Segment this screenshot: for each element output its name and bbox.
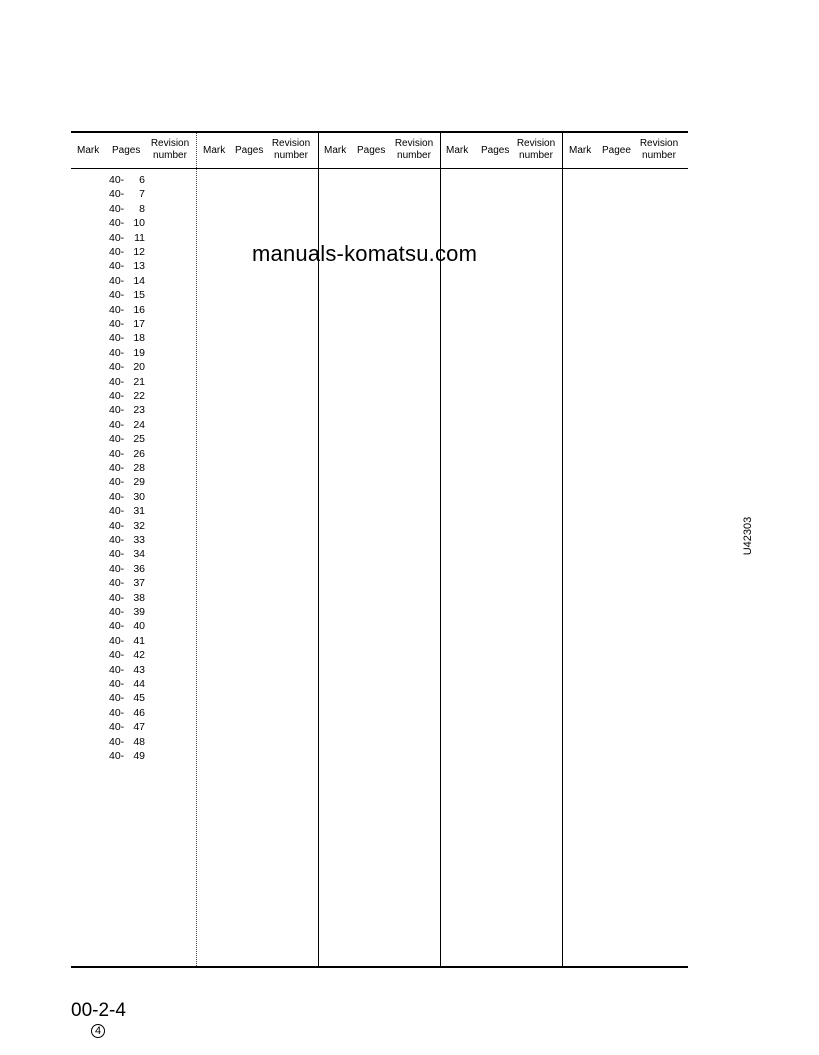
table-row bbox=[109, 547, 149, 561]
table-row bbox=[109, 346, 149, 360]
page-number: 19 bbox=[133, 346, 145, 359]
header-group-1 bbox=[71, 134, 196, 168]
table-row bbox=[109, 475, 149, 489]
table-row bbox=[109, 216, 149, 230]
header-group-5 bbox=[563, 134, 688, 168]
header-revision: Revision number bbox=[516, 138, 556, 161]
watermark: manuals-komatsu.com bbox=[252, 241, 478, 266]
header-mark: Mark bbox=[569, 145, 592, 156]
page-prefix: 40- bbox=[109, 375, 125, 388]
page-prefix: 40- bbox=[109, 634, 125, 647]
page-number: 15 bbox=[133, 289, 145, 302]
page-prefix: 40- bbox=[109, 202, 125, 215]
header-pages: Pages bbox=[112, 145, 141, 156]
page-prefix: 40- bbox=[109, 217, 125, 230]
table-row bbox=[109, 375, 149, 389]
page-number: 16 bbox=[133, 303, 145, 316]
table-row bbox=[109, 173, 149, 187]
page-number: 7 bbox=[139, 188, 145, 201]
page-prefix: 40- bbox=[109, 274, 125, 287]
page-prefix: 40- bbox=[109, 476, 125, 489]
page-prefix: 40- bbox=[109, 289, 125, 302]
footer-page-number: 00-2-4 bbox=[71, 1000, 126, 1021]
page-prefix: 40- bbox=[109, 462, 125, 474]
column-divider-1 bbox=[196, 133, 197, 966]
table-row bbox=[109, 202, 149, 216]
header-group-2 bbox=[197, 134, 318, 168]
page-number: 32 bbox=[133, 519, 145, 532]
header-pages: Pagee bbox=[602, 145, 631, 156]
page-prefix: 40- bbox=[109, 706, 125, 719]
page-prefix: 40- bbox=[109, 346, 125, 359]
table-row bbox=[109, 317, 149, 331]
page-prefix: 40- bbox=[109, 735, 125, 748]
table-row bbox=[109, 245, 149, 259]
table-top-rule bbox=[71, 131, 688, 133]
page-prefix: 40- bbox=[109, 447, 125, 460]
page-number: 45 bbox=[133, 692, 145, 705]
table-row bbox=[109, 634, 149, 648]
page-prefix: 40- bbox=[109, 591, 125, 604]
table-row bbox=[109, 677, 149, 691]
page-number: 41 bbox=[133, 634, 145, 647]
header-group-4 bbox=[441, 134, 562, 168]
page-prefix: 40- bbox=[109, 332, 125, 345]
header-revision: Revision number bbox=[639, 138, 679, 161]
table-row bbox=[109, 331, 149, 345]
header-revision: Revision number bbox=[394, 138, 434, 161]
table-row bbox=[109, 187, 149, 201]
page-prefix: 40- bbox=[109, 692, 125, 705]
page-prefix: 40- bbox=[109, 562, 125, 575]
page-number: 20 bbox=[133, 361, 145, 374]
page-number: 40 bbox=[133, 620, 145, 633]
page-prefix: 40- bbox=[109, 606, 125, 618]
page-prefix: 40- bbox=[109, 678, 125, 690]
page-number: 17 bbox=[133, 318, 145, 330]
page-number: 11 bbox=[134, 231, 145, 244]
page-prefix: 40- bbox=[109, 433, 125, 446]
page-prefix: 40- bbox=[109, 649, 125, 662]
page-prefix: 40- bbox=[109, 663, 125, 676]
table-row bbox=[109, 735, 149, 749]
page-number: 25 bbox=[133, 433, 145, 446]
page-prefix: 40- bbox=[109, 490, 125, 503]
page-number: 21 bbox=[133, 375, 145, 388]
page-number: 14 bbox=[133, 274, 145, 287]
table-row bbox=[109, 519, 149, 533]
page-number: 38 bbox=[133, 591, 145, 604]
page-prefix: 40- bbox=[109, 231, 125, 244]
header-mark: Mark bbox=[77, 145, 100, 156]
page-number: 29 bbox=[133, 476, 145, 489]
page-prefix: 40- bbox=[109, 548, 125, 561]
page-prefix: 40- bbox=[109, 390, 125, 402]
table-row bbox=[109, 259, 149, 273]
table-row bbox=[109, 288, 149, 302]
table-row bbox=[109, 720, 149, 734]
page-prefix: 40- bbox=[109, 188, 125, 201]
table-row bbox=[109, 619, 149, 633]
header-bottom-rule bbox=[71, 168, 688, 169]
page-prefix: 40- bbox=[109, 361, 125, 374]
page-number: 8 bbox=[139, 202, 145, 215]
page-number: 22 bbox=[133, 390, 145, 402]
table-row bbox=[109, 403, 149, 417]
page-prefix: 40- bbox=[109, 721, 125, 734]
page-number: 42 bbox=[133, 649, 145, 662]
page-number: 18 bbox=[133, 332, 145, 345]
table-row bbox=[109, 591, 149, 605]
header-pages: Pages bbox=[481, 145, 510, 156]
footer-revision-mark: 4 bbox=[91, 1024, 105, 1038]
page-prefix: 40- bbox=[109, 260, 125, 273]
page-prefix: 40- bbox=[109, 246, 125, 258]
page-number: 39 bbox=[133, 606, 145, 618]
page-number: 44 bbox=[133, 678, 145, 690]
page-number: 47 bbox=[133, 721, 145, 734]
table-row bbox=[109, 605, 149, 619]
table-row bbox=[109, 274, 149, 288]
page-number: 34 bbox=[133, 548, 145, 561]
page-number: 13 bbox=[133, 260, 145, 273]
table-row bbox=[109, 432, 149, 446]
table-row bbox=[109, 447, 149, 461]
table-row bbox=[109, 533, 149, 547]
table-row bbox=[109, 389, 149, 403]
page-number: 46 bbox=[133, 706, 145, 719]
column-divider-4 bbox=[562, 133, 563, 966]
page-prefix: 40- bbox=[109, 303, 125, 316]
page-number: 24 bbox=[133, 418, 145, 431]
table-row bbox=[109, 576, 149, 590]
header-pages: Pages bbox=[235, 145, 264, 156]
page-prefix: 40- bbox=[109, 534, 125, 546]
table-row bbox=[109, 691, 149, 705]
header-revision: Revision number bbox=[150, 138, 190, 161]
table-row bbox=[109, 648, 149, 662]
page-number: 30 bbox=[133, 490, 145, 503]
header-mark: Mark bbox=[324, 145, 347, 156]
page-number: 33 bbox=[133, 534, 145, 546]
page-prefix: 40- bbox=[109, 750, 125, 762]
header-revision: Revision number bbox=[271, 138, 311, 161]
page-number: 31 bbox=[133, 505, 145, 518]
page-number: 6 bbox=[139, 174, 145, 186]
table-row bbox=[109, 749, 149, 763]
header-mark: Mark bbox=[446, 145, 469, 156]
page-prefix: 40- bbox=[109, 174, 125, 186]
page-number: 37 bbox=[133, 577, 145, 590]
table-bottom-rule bbox=[71, 966, 688, 968]
table-row bbox=[109, 360, 149, 374]
page-number: 23 bbox=[133, 404, 145, 417]
page-number: 26 bbox=[133, 447, 145, 460]
table-row bbox=[109, 490, 149, 504]
page-number: 28 bbox=[133, 462, 145, 474]
header-group-3 bbox=[319, 134, 440, 168]
page-number: 36 bbox=[133, 562, 145, 575]
table-row bbox=[109, 231, 149, 245]
table-row bbox=[109, 663, 149, 677]
table-row bbox=[109, 461, 149, 475]
page-number: 10 bbox=[133, 217, 145, 230]
table-row bbox=[109, 418, 149, 432]
table-row bbox=[109, 706, 149, 720]
page-number: 12 bbox=[133, 246, 145, 258]
page-prefix: 40- bbox=[109, 620, 125, 633]
page-prefix: 40- bbox=[109, 418, 125, 431]
page-number: 48 bbox=[133, 735, 145, 748]
page-prefix: 40- bbox=[109, 404, 125, 417]
table-row bbox=[109, 303, 149, 317]
page-prefix: 40- bbox=[109, 519, 125, 532]
page-prefix: 40- bbox=[109, 318, 125, 330]
page-prefix: 40- bbox=[109, 505, 125, 518]
page-prefix: 40- bbox=[109, 577, 125, 590]
page-number: 49 bbox=[133, 750, 145, 762]
header-pages: Pages bbox=[357, 145, 386, 156]
table-row bbox=[109, 562, 149, 576]
header-mark: Mark bbox=[203, 145, 226, 156]
table-row bbox=[109, 504, 149, 518]
side-reference-code: U42303 bbox=[742, 516, 754, 556]
page-number: 43 bbox=[133, 663, 145, 676]
